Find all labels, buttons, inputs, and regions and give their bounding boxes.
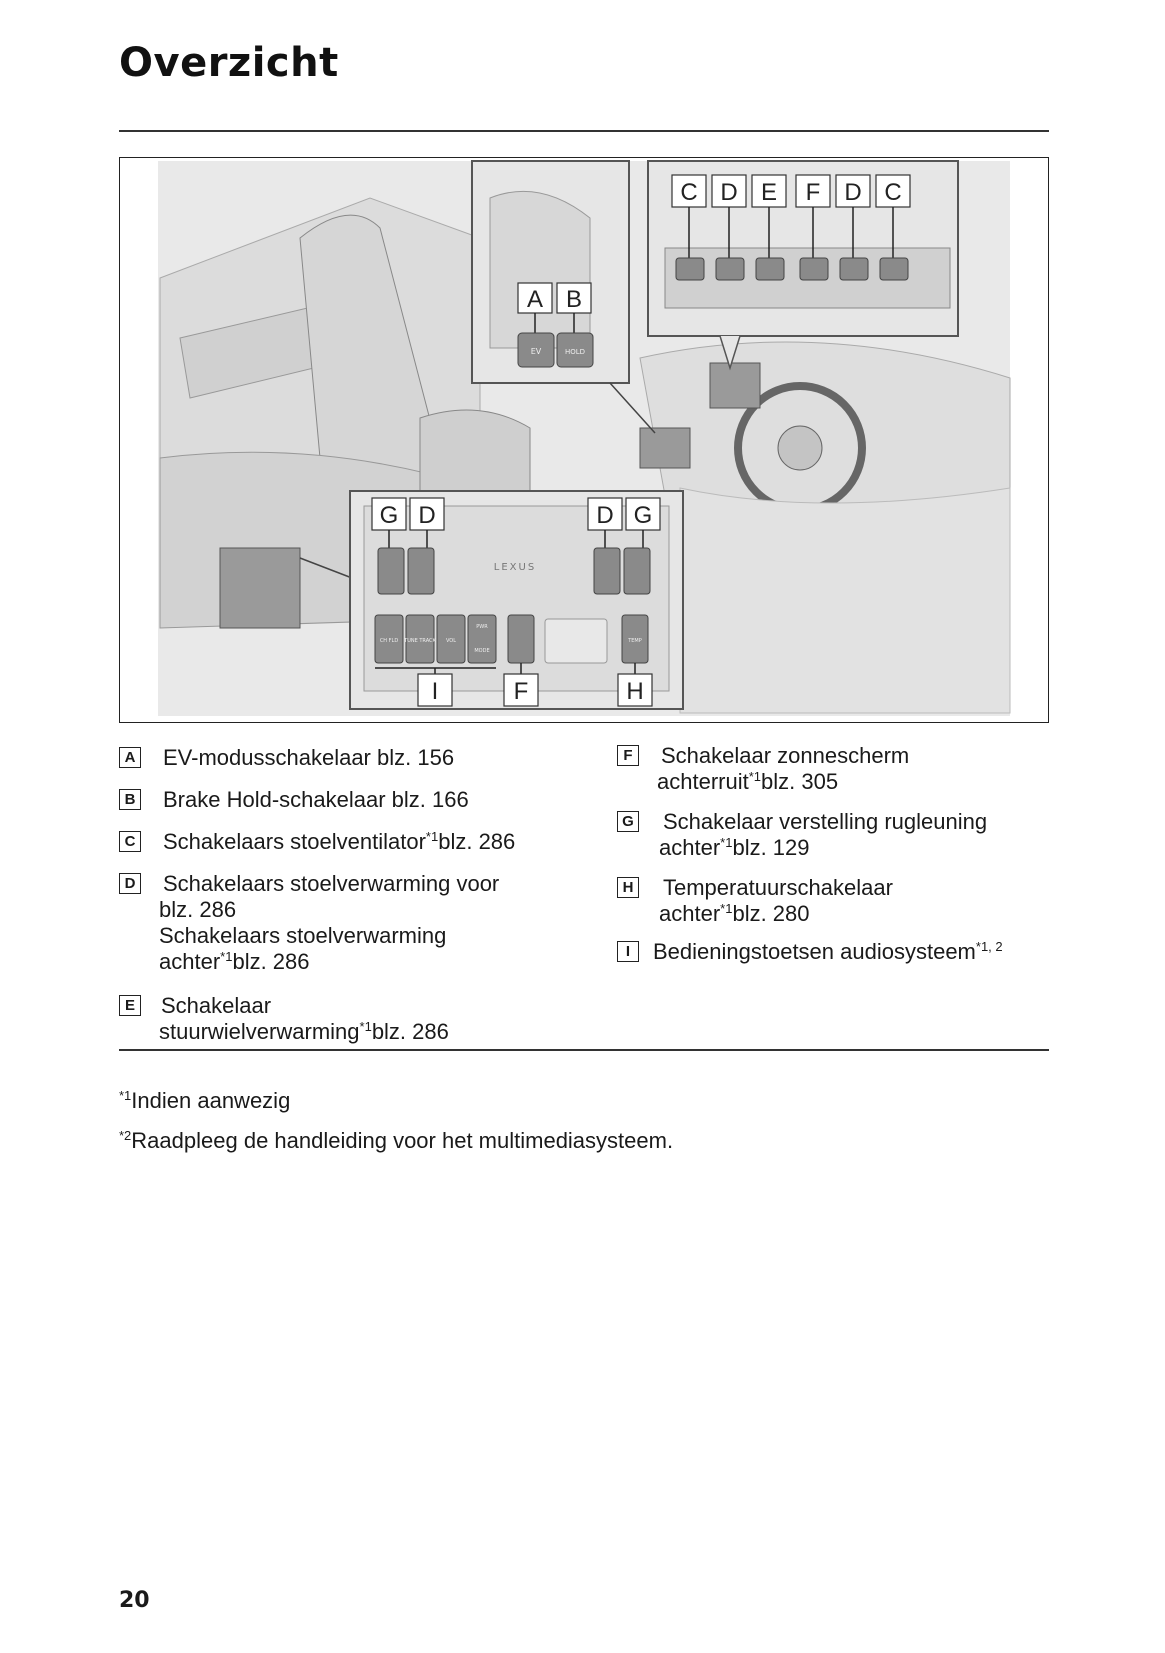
callout-h: H <box>626 678 644 705</box>
badge-e: E <box>119 995 141 1016</box>
badge-a: A <box>119 747 141 768</box>
badge-b: B <box>119 789 141 810</box>
footnote-2 <box>119 1128 673 1154</box>
item-d-line2: blz. 286 <box>159 897 237 922</box>
mode-label: MODE <box>474 648 490 654</box>
item-f-line1: Schakelaar zonnescherm <box>661 743 910 768</box>
interior-illustration <box>119 157 1049 723</box>
rear-recline-switch-left <box>378 548 404 594</box>
legend-item-f <box>617 743 909 795</box>
legend-rule <box>119 1049 1049 1051</box>
footnote-2-text: Raadpleeg de handleiding voor het multimediasysteem. <box>131 1128 674 1153</box>
callout-b: B <box>565 286 583 313</box>
overhead-switches <box>710 363 760 408</box>
ev-label: EV <box>530 347 542 356</box>
item-h-line2: achter <box>659 901 721 926</box>
item-c-page: blz. 286 <box>438 829 516 854</box>
item-f-line2: achterruit <box>657 769 749 794</box>
inset-rear-console <box>350 491 683 709</box>
item-c-text: Schakelaars stoelventilator <box>163 829 426 854</box>
legend-item-d <box>119 871 499 975</box>
armrest-switch-panel <box>220 548 300 628</box>
title-rule <box>119 130 1049 132</box>
interior-drawing <box>120 158 1047 721</box>
item-d-sup: *1 <box>220 949 233 964</box>
item-b-text: Brake Hold-schakelaar blz. 166 <box>163 787 469 812</box>
item-f-page: blz. 305 <box>761 769 839 794</box>
callout-d-rear-left: D <box>418 502 436 529</box>
item-g-line1: Schakelaar verstelling rugleuning <box>663 809 988 834</box>
callout-i: I <box>431 678 439 705</box>
item-d-page: blz. 286 <box>232 949 310 974</box>
item-g-sup: *1 <box>720 835 733 850</box>
item-d-line3: Schakelaars stoelverwarming <box>159 923 447 948</box>
item-h-sup: *1 <box>720 901 733 916</box>
legend-item-h <box>617 875 893 927</box>
item-c-sup: *1 <box>425 829 439 844</box>
legend-item-c <box>119 829 515 855</box>
badge-f: F <box>617 745 639 766</box>
page-number: 20 <box>119 1588 150 1613</box>
badge-i: I <box>617 941 639 962</box>
callout-c-right: C <box>884 179 902 206</box>
steering-hub <box>778 426 822 470</box>
page-title: Overzicht <box>119 40 339 86</box>
rear-seat-heat-switch-right <box>594 548 620 594</box>
rear-recline-switch-right <box>624 548 650 594</box>
callout-g-right: G <box>633 502 653 529</box>
item-e-line2: stuurwielverwarming <box>159 1019 360 1044</box>
hold-label: HOLD <box>564 348 586 356</box>
legend-item-b <box>119 787 469 813</box>
item-g-page: blz. 129 <box>732 835 810 860</box>
footnote-2-mark: *2 <box>119 1128 132 1143</box>
item-h-page: blz. 280 <box>732 901 810 926</box>
sunshade-switch-top <box>800 258 828 280</box>
item-i-sup: *1, 2 <box>975 939 1003 954</box>
footnote-1-text: Indien aanwezig <box>131 1088 291 1113</box>
legend-item-a <box>119 745 454 771</box>
pwr-label: PWR <box>476 624 488 630</box>
callout-c-left: C <box>680 179 698 206</box>
footnote-1-mark: *1 <box>119 1088 132 1103</box>
brand-label: LEXUS <box>493 562 537 573</box>
callout-d-left: D <box>720 179 738 206</box>
callout-d-rear-right: D <box>596 502 614 529</box>
audio-pwr-mode-button <box>468 615 496 663</box>
badge-d: D <box>119 873 141 894</box>
item-h-line1: Temperatuurschakelaar <box>663 875 893 900</box>
item-a-text: EV-modusschakelaar blz. 156 <box>163 745 455 770</box>
ch-label: CH FLD <box>379 638 399 644</box>
footnote-1 <box>119 1088 290 1114</box>
item-d-line4: achter <box>159 949 221 974</box>
floor <box>680 488 1010 713</box>
legend-item-i <box>617 939 1003 965</box>
item-e-line1: Schakelaar <box>161 993 272 1018</box>
item-e-sup: *1 <box>359 1019 372 1034</box>
seat-vent-switch-right <box>880 258 908 280</box>
badge-h: H <box>617 877 639 898</box>
callout-a: A <box>526 286 544 313</box>
legend-item-g <box>617 809 987 861</box>
item-f-sup: *1 <box>748 769 762 784</box>
rear-seat-heat-switch-left <box>408 548 434 594</box>
item-i-text: Bedieningstoetsen audiosysteem <box>653 939 976 964</box>
inset-overhead-switches <box>648 161 958 368</box>
sunshade-switch-rear <box>508 615 534 663</box>
temp-label: TEMP <box>628 638 642 644</box>
wheel-heat-switch <box>756 258 784 280</box>
callout-f-top: F <box>805 179 821 206</box>
legend-item-e <box>119 993 449 1045</box>
callout-d-right: D <box>844 179 862 206</box>
callout-e: E <box>760 179 778 206</box>
item-g-line2: achter <box>659 835 721 860</box>
callout-f-rear: F <box>513 678 529 705</box>
seat-vent-switch-left <box>676 258 704 280</box>
badge-c: C <box>119 831 141 852</box>
seat-heat-switch-right <box>840 258 868 280</box>
shifter-switches <box>640 428 690 468</box>
tune-label: TUNE TRACK <box>404 638 436 644</box>
item-e-page: blz. 286 <box>371 1019 449 1044</box>
callout-g-left: G <box>379 502 399 529</box>
item-d-line1: Schakelaars stoelverwarming voor <box>163 871 500 896</box>
seat-heat-switch-left <box>716 258 744 280</box>
vol-label: VOL <box>445 638 457 644</box>
badge-g: G <box>617 811 639 832</box>
